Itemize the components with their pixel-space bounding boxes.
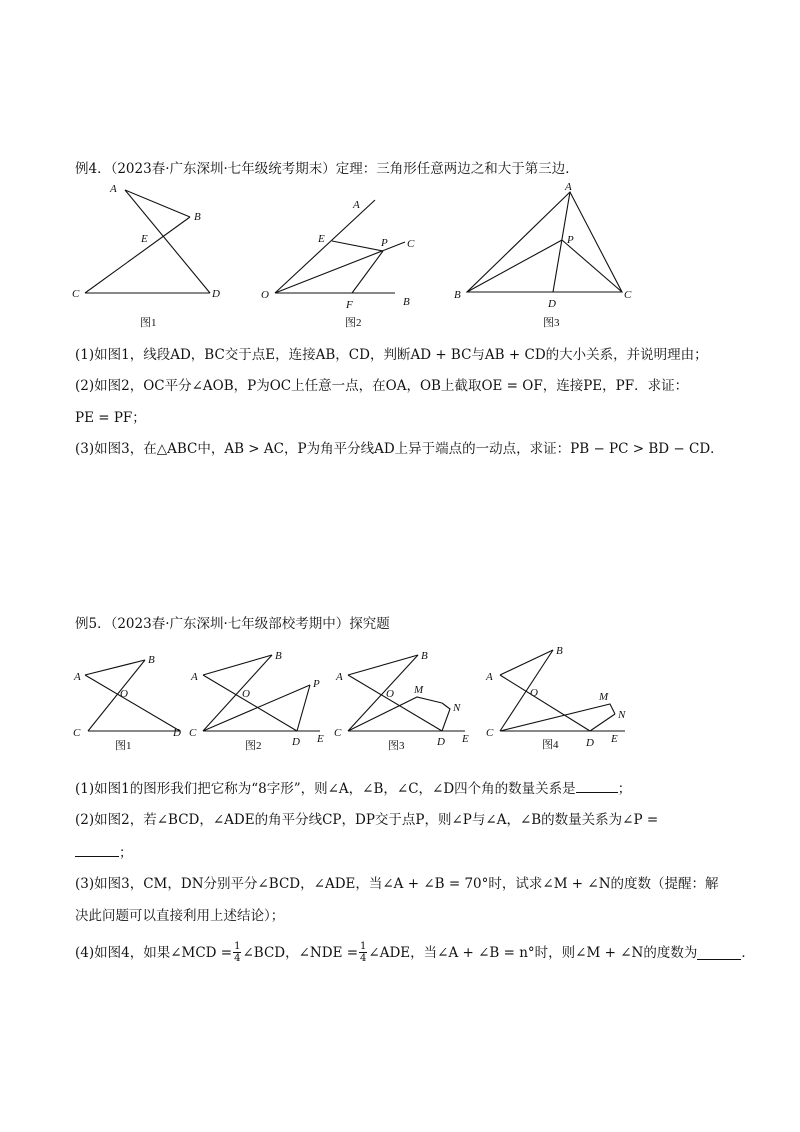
fraction-one-quarter: [233, 941, 241, 964]
label-D: D: [586, 737, 594, 749]
segment-CM: [500, 704, 615, 731]
segment-DN: [590, 714, 615, 731]
label-A: A: [191, 671, 198, 683]
label-B: B: [194, 211, 201, 223]
example4-heading: 例4．（2023春·广东深圳·七年级统考期末）定理：三角形任意两边之和大于第三边．: [75, 161, 579, 177]
label-E: E: [462, 733, 469, 745]
punctuation: ；: [617, 781, 632, 797]
label-F: F: [346, 299, 353, 311]
segment-BC: [85, 217, 190, 293]
bisector-DP: [297, 685, 310, 731]
label-D: D: [548, 298, 556, 310]
label-P: P: [567, 234, 574, 246]
label-A: A: [110, 183, 117, 195]
ex5-figure-2: [185, 645, 335, 755]
label-P: P: [381, 237, 388, 249]
label-C: C: [72, 288, 80, 300]
label-O: O: [120, 688, 128, 700]
label-N: N: [453, 702, 461, 714]
ex5-question-1: [75, 779, 631, 798]
bisector-DN: [442, 703, 450, 731]
ex4-question-1: (1)如图1，线段AD，BC交于点E，连接AB，CD，判断AD + BC与AB + CD的大小关系，并说明理由；: [75, 347, 708, 363]
label-O: O: [386, 688, 394, 700]
label-C: C: [624, 289, 632, 301]
ex5-question-2-line-1: (2)如图2，若∠BCD，∠ADE的角平分线CP，DP交于点P，则∠P与∠A，∠B的数量关系为∠P =: [75, 812, 659, 828]
label-D: D: [173, 727, 181, 739]
label-C: C: [334, 727, 342, 739]
figure-caption: 图2: [245, 740, 262, 752]
label-E: E: [141, 233, 148, 245]
ex5-figure-1: [70, 645, 190, 755]
triangle-ABC: [467, 192, 622, 292]
label-M: M: [599, 691, 609, 703]
ray-OC: [275, 242, 405, 293]
segment-PE: [332, 241, 383, 251]
label-B: B: [454, 289, 461, 301]
ex5-question-2-line-2: [75, 843, 133, 862]
ex5-question-4: [75, 941, 755, 964]
label-C: C: [73, 727, 81, 739]
label-O: O: [530, 687, 538, 699]
ex4-figure-2: [255, 180, 445, 340]
figure-caption: 图3: [388, 740, 405, 752]
ex5-question-4-part-a: (4)如图4，如果∠MCD =: [75, 944, 233, 961]
ex4-question-2-line-1: (2)如图2，OC平分∠AOB，P为OC上任意一点，在OA，OB上截取OE = OF，连接PE，PF．求证：: [75, 378, 689, 394]
fraction-numerator: 1: [234, 941, 241, 952]
ex5-question-4-part-b: ∠BCD，∠NDE =: [242, 944, 359, 961]
label-C: C: [486, 727, 494, 739]
label-P: P: [313, 678, 320, 690]
fraction-denominator: 4: [234, 953, 241, 964]
punctuation: ；: [119, 845, 133, 861]
label-A: A: [74, 671, 81, 683]
segment-PC: [562, 240, 622, 292]
label-B: B: [148, 654, 155, 666]
figure-caption: 图1: [115, 740, 132, 752]
ex4-figure-1: [60, 180, 240, 340]
label-E: E: [318, 233, 325, 245]
label-A: A: [353, 199, 360, 211]
ex4-question-3: (3)如图3，在△ABC中，AB > AC，P为角平分线AD上异于端点的一动点，求证：PB − PC > BD − CD．: [75, 441, 724, 457]
segment-AD: [85, 675, 180, 731]
ex4-figure-3: [450, 180, 640, 340]
ex5-question-3-line-2: 决此问题可以直接利用上述结论）；: [75, 908, 285, 924]
label-A: A: [565, 181, 572, 193]
ex4-question-2-line-2: PE = PF；: [75, 410, 146, 426]
segment-BC: [203, 655, 272, 731]
label-B: B: [275, 650, 282, 662]
segment-BC: [88, 660, 145, 731]
label-B: B: [403, 296, 410, 308]
label-E: E: [317, 733, 324, 745]
answer-blank[interactable]: [697, 946, 741, 960]
label-O: O: [242, 688, 250, 700]
segment-AB: [85, 660, 145, 675]
label-C: C: [407, 238, 415, 250]
ex5-figure-3: [330, 645, 480, 755]
label-D: D: [292, 736, 300, 748]
segment-AB: [203, 655, 272, 675]
label-E: E: [611, 733, 618, 745]
segment-AD: [125, 190, 210, 293]
ex5-figure-4: [480, 640, 640, 755]
label-C: C: [189, 727, 197, 739]
label-A: A: [336, 671, 343, 683]
figure-caption: 图4: [542, 739, 559, 751]
label-B: B: [556, 645, 563, 657]
label-D: D: [212, 288, 220, 300]
segment-AD: [500, 675, 590, 731]
fraction-denominator: 4: [360, 953, 367, 964]
segment-AD: [203, 675, 297, 731]
bisector-CP: [203, 685, 310, 731]
figure-caption: 图2: [345, 317, 362, 329]
segment-AD: [348, 675, 442, 731]
label-A: A: [486, 671, 493, 683]
ex5-question-4-part-c: ∠ADE，当∠A + ∠B = n°时，则∠M + ∠N的度数为: [368, 944, 698, 961]
ex5-question-3-line-1: (3)如图3，CM，DN分别平分∠BCD，∠ADE，当∠A + ∠B = 70°时，试求∠M + ∠N的度数（提醒：解: [75, 876, 719, 892]
segment-AB: [125, 190, 190, 217]
punctuation: ．: [741, 944, 755, 961]
label-M: M: [414, 684, 424, 696]
bisector-CM: [348, 697, 442, 731]
ex5-question-1-text: (1)如图1的图形我们把它称为“8字形”，则∠A，∠B，∠C，∠D四个角的数量关系是: [75, 781, 576, 797]
answer-blank[interactable]: [576, 779, 618, 793]
label-B: B: [421, 650, 428, 662]
figure-caption: 图3: [543, 317, 560, 329]
label-O: O: [261, 289, 269, 301]
example5-heading: 例5．（2023春·广东深圳·七年级部校考期中）探究题: [75, 616, 390, 632]
label-D: D: [437, 736, 445, 748]
label-N: N: [618, 709, 626, 721]
figure-caption: 图1: [140, 317, 157, 329]
segment-PB: [467, 240, 562, 292]
segment-AB: [348, 655, 418, 675]
fraction-one-quarter: [359, 941, 367, 964]
fraction-numerator: 1: [360, 941, 367, 952]
answer-blank[interactable]: [75, 843, 119, 857]
segment-BC: [348, 655, 418, 731]
